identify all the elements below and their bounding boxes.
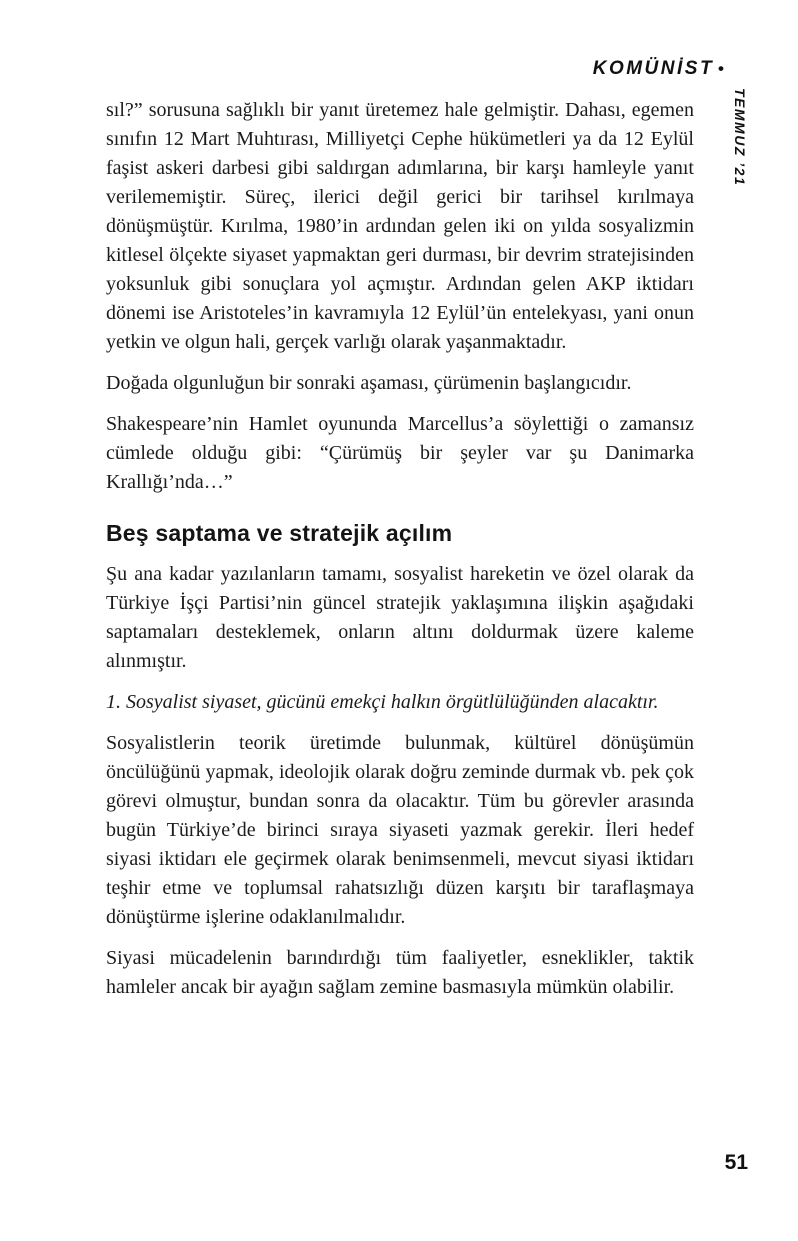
- page-number: 51: [724, 1151, 748, 1174]
- paragraph: Doğada olgunluğun bir sonraki aşaması, çürümenin başlangıcıdır.: [106, 372, 632, 394]
- paragraph: Siyasi mücadelenin barındırdığı tüm faaliyetler, esneklikler, taktik hamleler ancak bir ayağın sağlam zemine basmasıyla mümkün olabilir.: [106, 947, 694, 998]
- paragraph: Shakespeare’nin Hamlet oyununda Marcellus’a söylettiği o zamansız cümlede olduğu gibi: “Çürümüş bir şeyler var şu Danimarka Krallığı’nda…”: [106, 413, 694, 493]
- bullet-icon: •: [718, 59, 724, 78]
- paragraph: Şu ana kadar yazılanların tamamı, sosyalist hareketin ve özel olarak da Türkiye İşçi Partisi’nin güncel stratejik yaklaşımına ilişkin aşağıdaki saptamaları desteklemek, onların altını doldurmak üzere kaleme alınmıştır.: [106, 563, 694, 672]
- magazine-title: KOMÜNİST: [592, 58, 715, 79]
- issue-date-vertical: TEMMUZ ’21: [732, 88, 748, 187]
- article-content: [106, 96, 694, 1014]
- section-heading: Beş saptama ve stratejik açılım: [106, 520, 453, 546]
- paragraph: Sosyalistlerin teorik üretimde bulunmak, kültürel dönüşümün öncülüğünü yapmak, ideolojik olarak doğru zeminde durmak vb. pek çok görevi olmuştur, bundan sonra da olacaktır. Tüm bu görevler arasında bugün Türkiye’de birinci sıraya siyaseti yazmak gerekir. İleri hedef siyasi iktidarı ele geçirmek olarak benimsenmeli, mevcut siyasi iktidarı teşhir etme ve toplumsal rahatsızlığı düzen karşıtı bir taraflaşmaya dönüştürme işlerine odaklanılmalıdır.: [106, 732, 694, 928]
- numbered-proposition: 1. Sosyalist siyaset, gücünü emekçi halkın örgütlülüğünden alacaktır.: [106, 691, 659, 713]
- paragraph-continuation: sıl?” sorusuna sağlıklı bir yanıt üretemez hale gelmiştir. Dahası, egemen sınıfın 12 Mart Muhtırası, Milliyetçi Cephe hükümetleri ya da 12 Eylül faşist askeri darbesi gibi saldırgan adımlarına, bir karşı hamleyle yanıt verilememiştir. Süreç, ilerici değil gerici bir tarihsel kırılmaya dönüşmüştür. Kırılma, 1980’in ardından gelen iki on yılda sosyalizmin kitlesel ölçekte siyaset yapmaktan geri durması, bir devrim stratejisinden yoksunluk gibi sonuçlara yol açmıştır. Ardından gelen AKP iktidarı dönemi ise Aristoteles’in kavramıyla 12 Eylül’ün entelekyası, yani onun yetkin ve olgun hali, gerçek varlığı olarak yaşanmaktadır.: [106, 99, 694, 353]
- running-head: [593, 58, 724, 80]
